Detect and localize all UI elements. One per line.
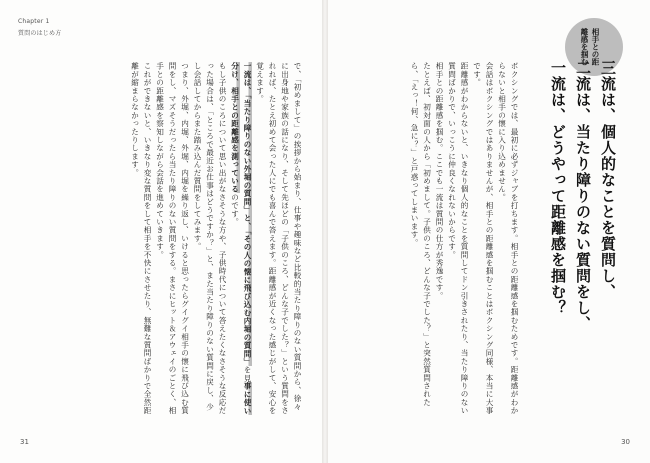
running-head-chapter: Chapter 1 — [18, 18, 50, 25]
left-paragraph-1: で、「初めまして」の挨拶から始まり、仕事や趣味など比較的当たり障りのない質問から、徐々に出身地や家族の話になり、そして先ほどの「子供のころ、どんな子でした？」という質問をされれば、たとえ初めて会った人にでも喜んで答えます。距離感が近くなった感じがして、安心を覚えます。 — [255, 62, 302, 415]
page-number-right: 30 — [621, 438, 630, 446]
section-badge-label: 相手との距離感を掴む — [580, 28, 600, 66]
running-head-section: 質問のはじめ方 — [18, 30, 62, 37]
page-number-left: 31 — [20, 438, 29, 446]
left-paragraph-2b: のです。 もし子供のころについて思い出がなさそうな方や、子供時代について答えたくなさそうな反応だった場合は、「ところで最近お仕事はどうですか？」と、また当たり障りのない質問に戻し、少し会話してからまた踏み込んだ質問をしてみます。 つまり、外堀、内堀、外堀、内堀を繰り返し、いけると思ったらグイグイ相手の懐に飛び込む質問をし、マズそうだったら当たり障りのない質問をする。まさにヒット＆アウェイのごとく、相手との距離感を察知しながら会話を進めていきます。 これができないと、いきなり変な質問をして相手を不快にさせたり、無難な質問ばかりで全然距離が縮まらなかったりします。 — [130, 62, 240, 415]
right-page — [325, 0, 650, 463]
emphasis-inner-outer-moat: 一流は、「当たり障りのない外堀の質問」と、「その人の懐に飛び込む内堀の質問」 — [243, 62, 252, 366]
section-heading: 三流は、個人的なことを質問し、 二流は、当たり障りのない質問をし、 一流は、どうやって距離感を掴む？ — [549, 60, 617, 332]
book-gutter — [322, 0, 328, 463]
left-paragraph-2a: を見 — [243, 366, 252, 383]
emphasis-distance: 事に使い分け、相手との距離感を測っている — [230, 62, 252, 416]
right-body-text: ボクシングでは、最初に必ずジャブを打ちます。相手との距離感を掴むためです。距離感がわからないと相手の懐に入り込めません。 会話はボクシングではありませんが、相手との距離感を掴むことはボクシング同様、本当に大事です。 距離感がわからないと、いきなり個人的なことを質問してドン引きされたり、当たり障りのない質問ばかりで、いっこうに仲良くなれないからです。 相手との距離感を掴む。ここでも一流は質問の仕方が秀逸です。 たとえば、初対面の人から「初めまして。子供のころ、どんな子でした？」と突然質問されたら、「えっ！何、急に？」と戸惑ってしまいます。 — [410, 62, 519, 415]
left-body-text — [21, 62, 303, 417]
